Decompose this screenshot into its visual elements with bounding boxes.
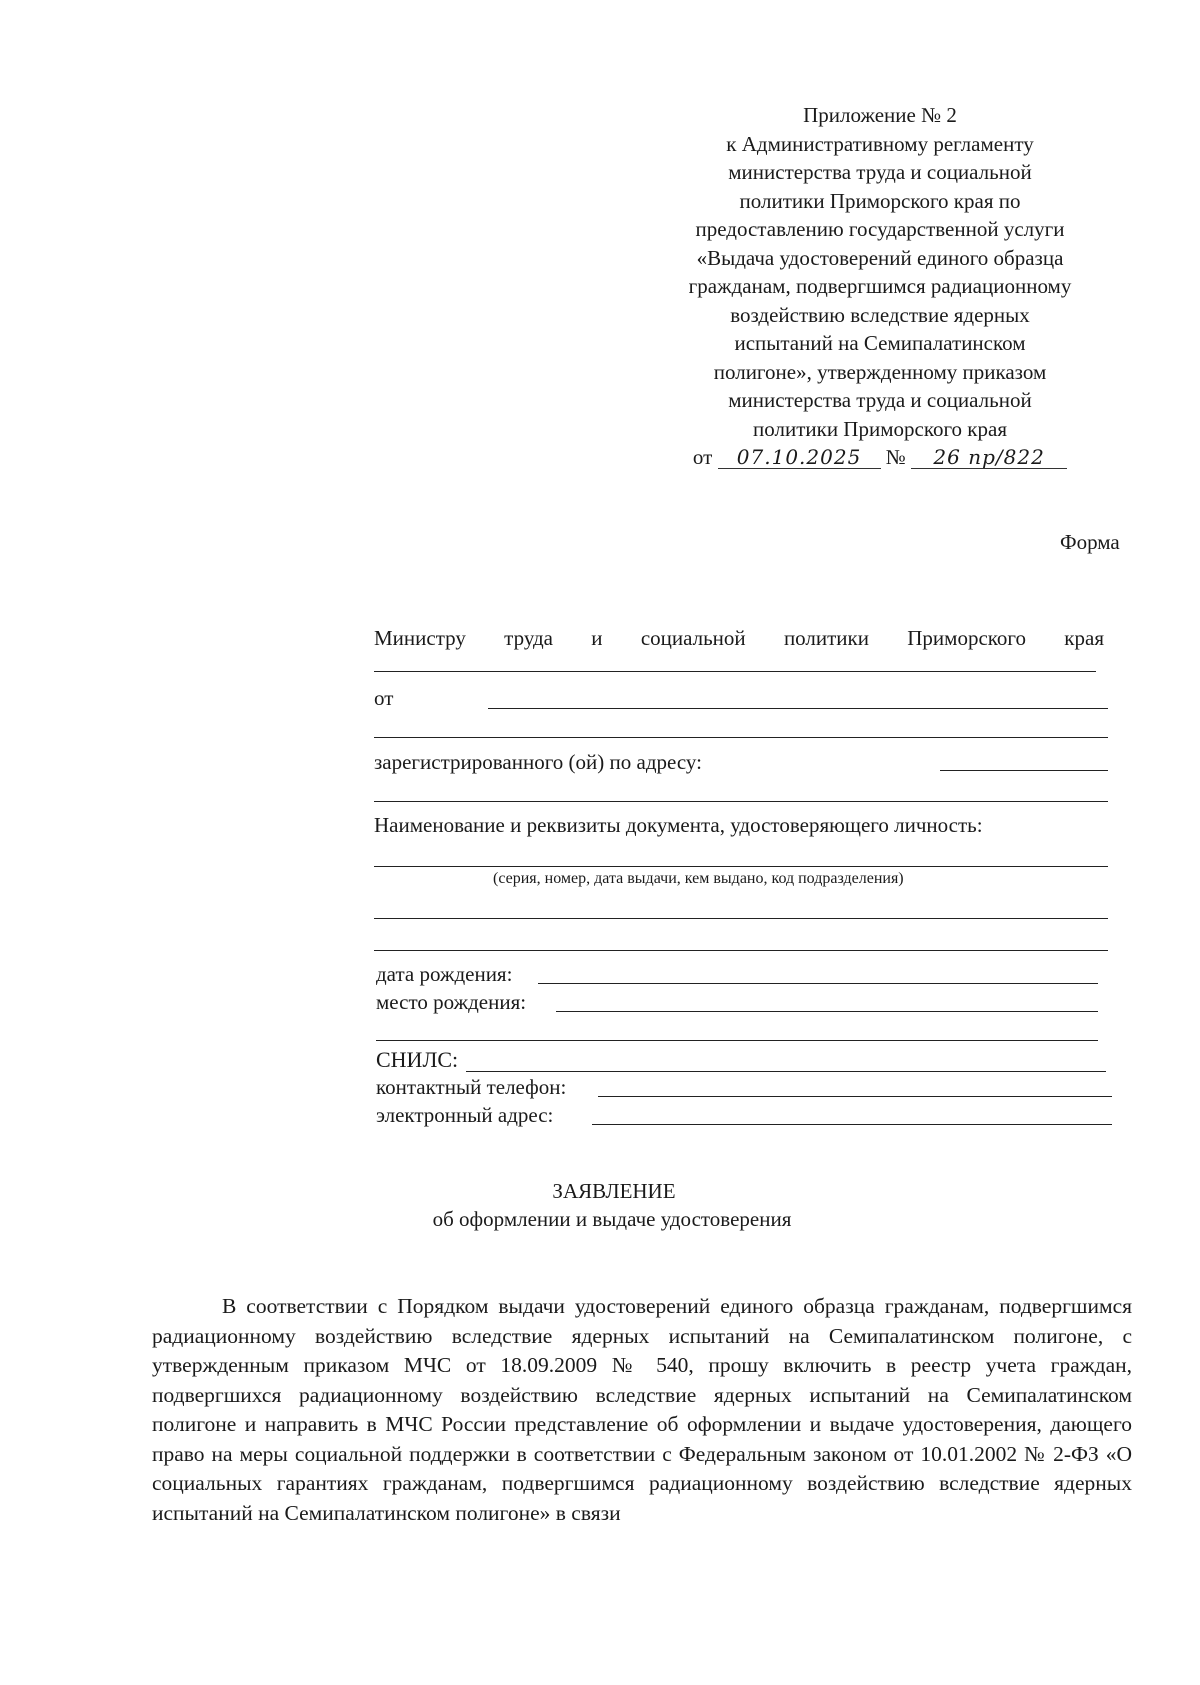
addressee-word: социальной — [640, 626, 746, 650]
appendix-header — [640, 101, 1120, 472]
snils-label: СНИЛС: — [376, 1047, 459, 1072]
blank-line[interactable] — [376, 1040, 1098, 1041]
id-document-label: Наименование и реквизиты документа, удостоверяющего личность: — [374, 813, 983, 837]
blank-line[interactable] — [374, 918, 1108, 919]
appendix-line: воздействию вследствие ядерных — [730, 302, 1030, 327]
appendix-line: полигоне», утвержденному приказом — [713, 359, 1047, 384]
from-field[interactable] — [488, 708, 1108, 709]
appendix-line: гражданам, подвергшимся радиационному — [688, 274, 1072, 298]
birth-date-label: дата рождения: — [376, 962, 513, 986]
birth-date-field[interactable] — [538, 983, 1098, 984]
form-label: Форма — [1060, 530, 1120, 554]
blank-line[interactable] — [374, 950, 1108, 951]
from-label: от — [374, 686, 394, 710]
addressee-word: Министру — [374, 626, 466, 650]
appendix-line: «Выдача удостоверений единого образца — [696, 245, 1064, 270]
registered-address-label: зарегистрированного (ой) по адресу: — [374, 750, 702, 774]
phone-field[interactable] — [598, 1096, 1112, 1097]
addressee-word: и — [591, 626, 603, 650]
addressee-word: труда — [504, 626, 553, 650]
phone-label: контактный телефон: — [376, 1075, 567, 1099]
appendix-line: Приложение № 2 — [803, 103, 957, 127]
addressee-word: Приморского — [907, 626, 1027, 650]
addressee-word: политики — [783, 626, 869, 650]
ot-label: от — [692, 445, 713, 469]
appendix-line: политики Приморского края по — [739, 188, 1021, 213]
email-label: электронный адрес: — [376, 1103, 554, 1127]
address-field[interactable] — [940, 770, 1108, 771]
number-label: № — [885, 445, 906, 469]
snils-field[interactable] — [466, 1071, 1106, 1072]
email-field[interactable] — [592, 1124, 1112, 1125]
blank-line[interactable] — [374, 801, 1108, 802]
addressee-line — [374, 626, 1104, 651]
appendix-date-line — [640, 443, 1120, 472]
statement-title: ЗАЯВЛЕНИЕ — [552, 1179, 676, 1203]
blank-line[interactable] — [374, 671, 1096, 672]
id-document-caption: (серия, номер, дата выдачи, кем выдано, код подразделения) — [493, 870, 904, 887]
blank-line[interactable] — [374, 737, 1108, 738]
statement-subtitle: об оформлении и выдаче удостоверения — [432, 1207, 792, 1231]
handwritten-date: 07.10.2025 — [718, 446, 881, 469]
id-document-field[interactable] — [374, 866, 1108, 867]
appendix-line: к Административному регламенту — [726, 131, 1034, 156]
appendix-line: министерства труда и социальной — [728, 388, 1032, 412]
birth-place-field[interactable] — [556, 1011, 1098, 1012]
birth-place-label: место рождения: — [376, 990, 527, 1014]
handwritten-number: 26 пр/822 — [911, 446, 1067, 469]
appendix-line: испытаний на Семипалатинском — [734, 331, 1026, 355]
appendix-line: политики Приморского края — [753, 416, 1007, 441]
appendix-line: предоставлению государственной услуги — [695, 217, 1065, 241]
addressee-word: края — [1064, 626, 1104, 650]
appendix-line: министерства труда и социальной — [728, 160, 1032, 184]
statement-body: В соответствии с Порядком выдачи удостоверений единого образца гражданам, подвергшимся радиационному воздействию вследствие ядерных испытаний на Семипалатинском полигоне, с утвержденным приказом МЧС от 18.09.2009 № 540, прошу включить в реестр учета граждан, подвергшихся радиационному воздействию вследствие ядерных испытаний на Семипалатинском полигоне и направить в МЧС России представление об оформлении и выдаче удостоверения, дающего право на меры социальной поддержки в соответствии с Федеральным законом от 10.01.2002 № 2-ФЗ «О социальных гарантиях гражданам, подвергшимся радиационному воздействию вследствие ядерных испытаний на Семипалатинском полигоне» в связи — [152, 1294, 1132, 1525]
